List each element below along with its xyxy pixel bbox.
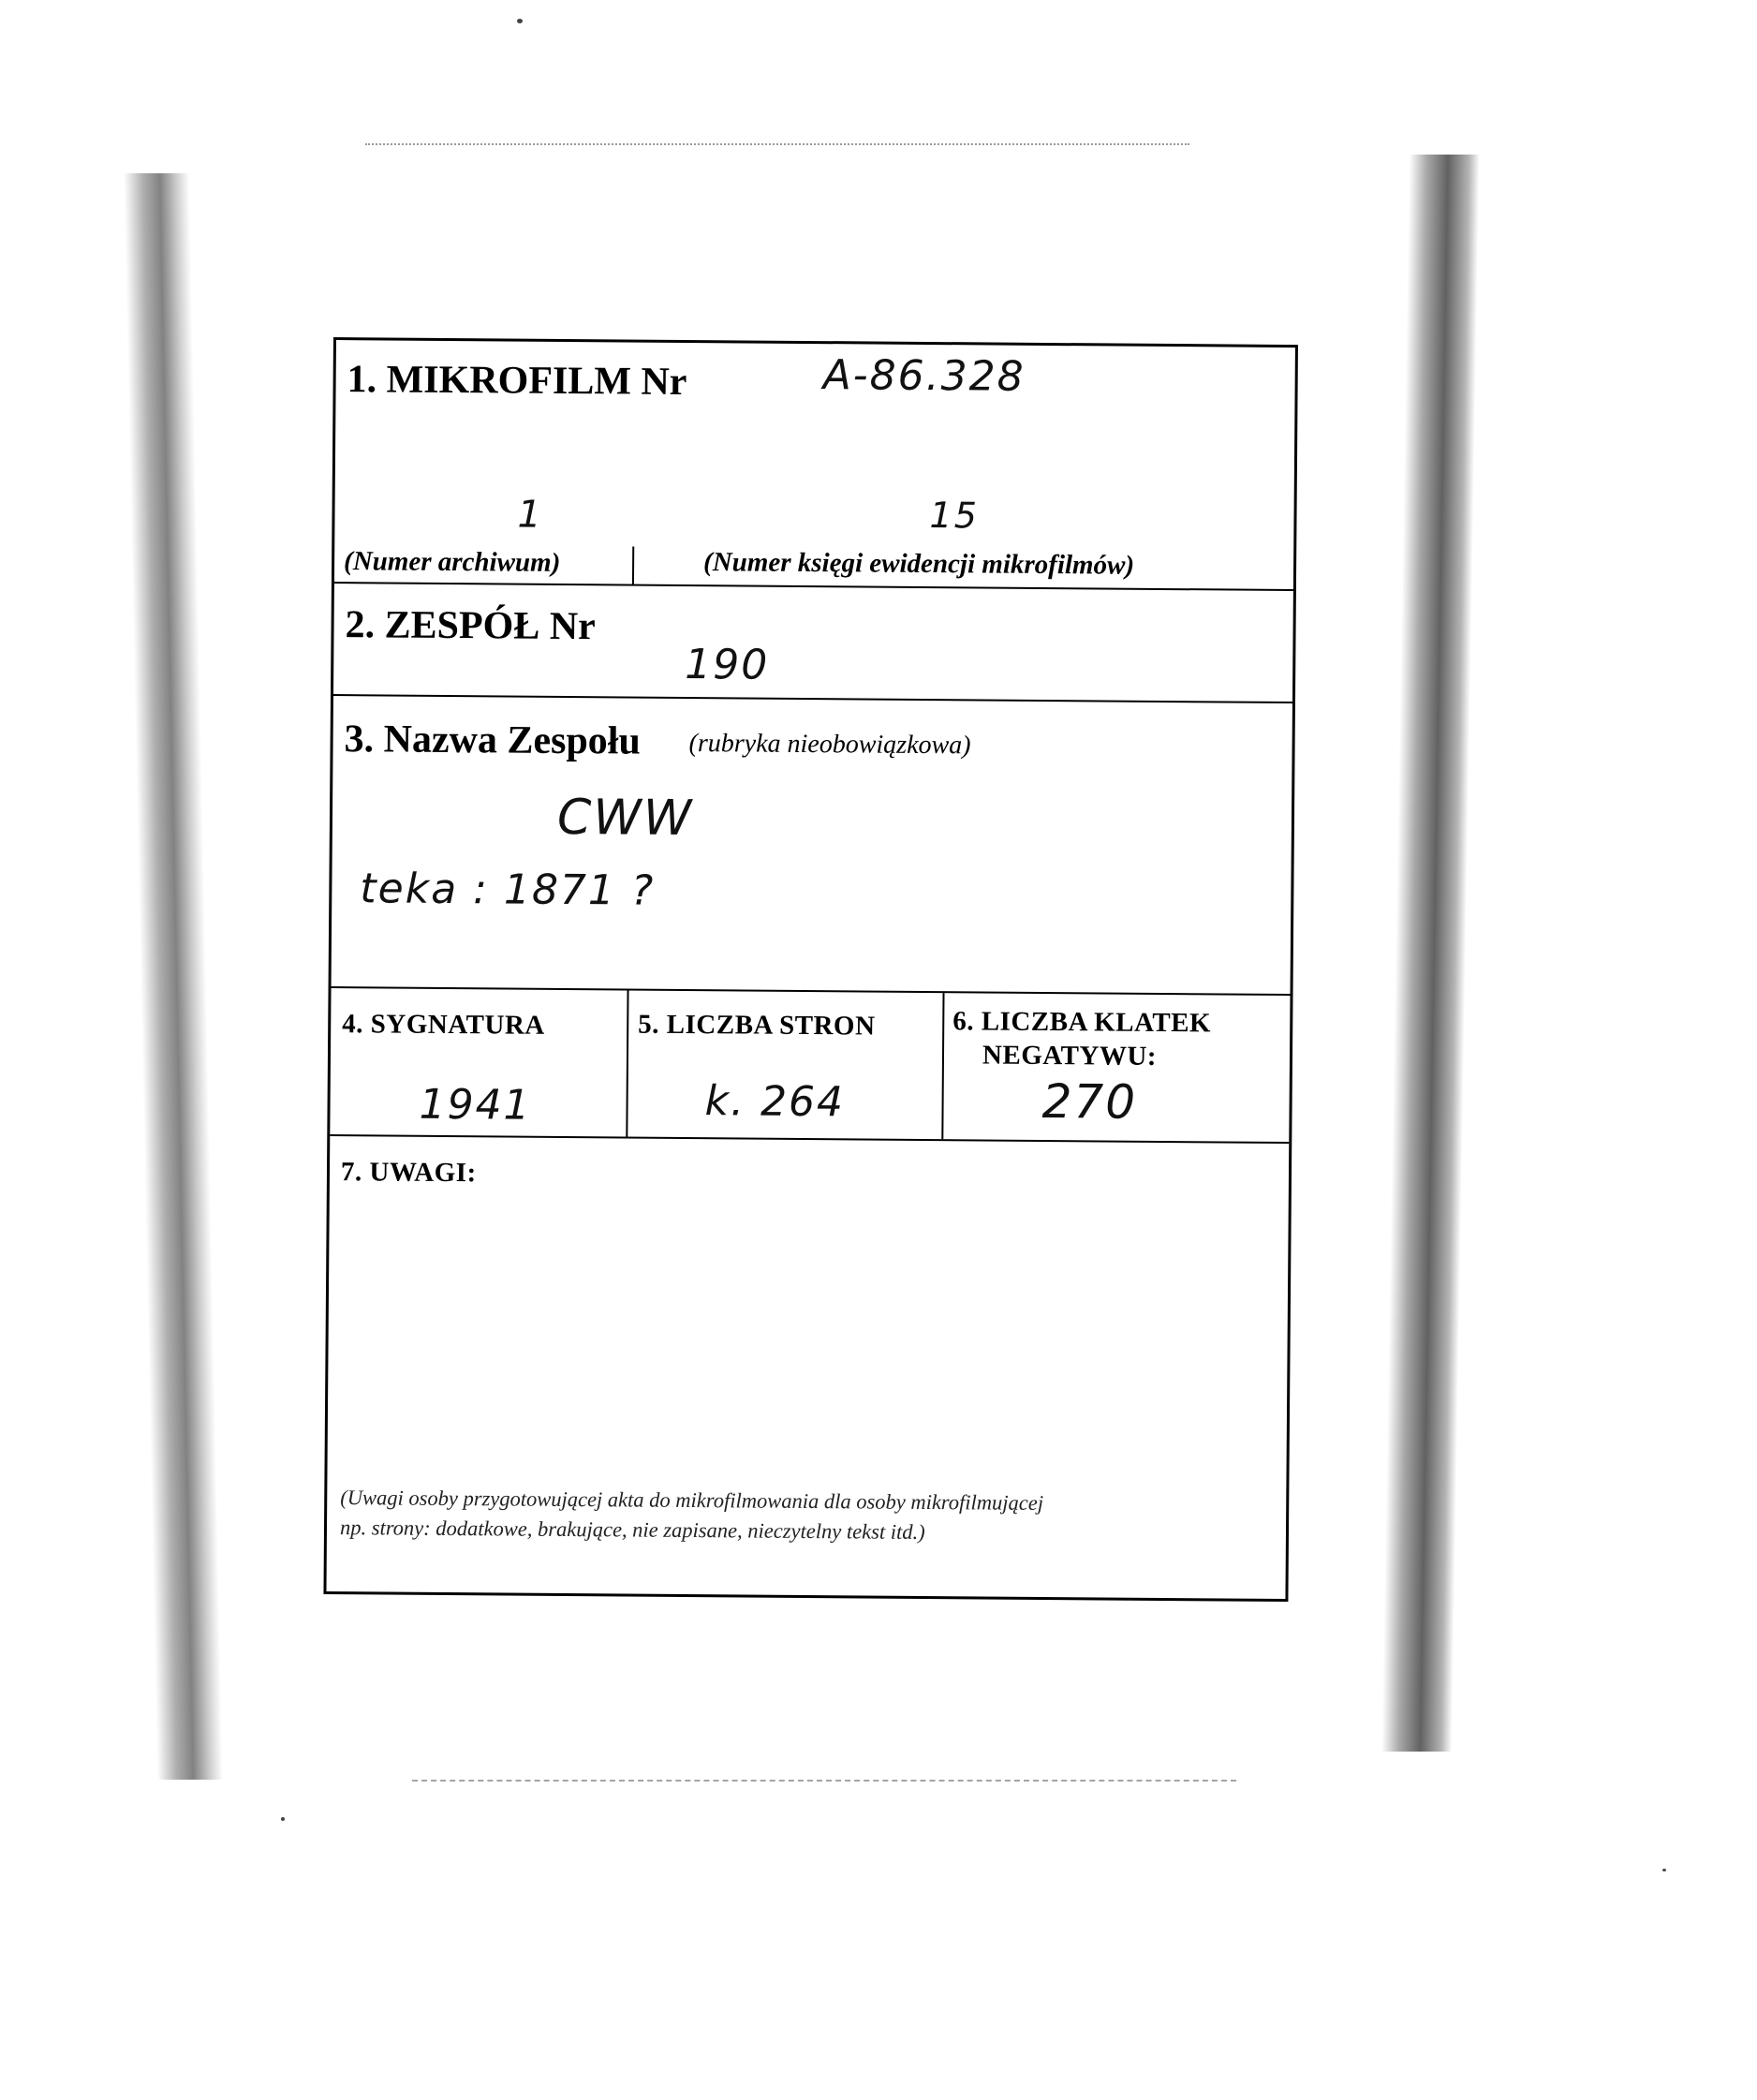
page-count-value[interactable]: k. 264: [704, 1077, 846, 1127]
signature-value[interactable]: 1941: [419, 1080, 532, 1130]
signature-label: 4. SYGNATURA: [342, 1009, 545, 1041]
caption-divider: [632, 547, 634, 586]
archive-number-caption: (Numer archiwum): [343, 546, 561, 578]
section-fonds-number: [333, 584, 1293, 703]
remarks-input-area[interactable]: [338, 1166, 1277, 1505]
fonds-number-value[interactable]: 190: [685, 640, 770, 689]
column-divider-1: [626, 990, 628, 1136]
frame-count-label-line2: NEGATYWU:: [982, 1040, 1158, 1072]
fonds-name-label: 3. Nazwa Zespołu: [344, 717, 642, 763]
scan-artifact-top: [365, 143, 1189, 145]
remarks-footnote-line1: (Uwagi osoby przygotowującej akta do mikrofilmowania dla osoby mikrofilmującej: [340, 1486, 1044, 1515]
section-remarks: [326, 1136, 1289, 1599]
fonds-name-optional-note: (rubryka nieobowiązkowa): [688, 728, 971, 761]
register-number-caption: (Numer księgi ewidencji mikrofilmów): [703, 547, 1135, 581]
fonds-name-value-line2[interactable]: teka : 1871 ?: [360, 865, 656, 915]
scan-speck: [1662, 1869, 1666, 1871]
remarks-label: 7. UWAGI:: [340, 1157, 477, 1189]
scan-speck: [281, 1817, 285, 1821]
section-microfilm-number: [334, 340, 1295, 591]
fonds-name-value-line1[interactable]: CWW: [556, 789, 694, 848]
microfilm-number-label: 1. MIKROFILM Nr: [347, 358, 687, 404]
register-number-value[interactable]: 15: [929, 495, 980, 537]
section-signature-pages-frames: [330, 988, 1290, 1144]
remarks-footnote-line2: np. strony: dodatkowe, brakujące, nie zapisane, nieczytelny tekst itd.): [339, 1516, 925, 1544]
frame-count-value[interactable]: 270: [1041, 1073, 1138, 1130]
scan-edge-shadow-left: [124, 173, 223, 1780]
fonds-number-label: 2. ZESPÓŁ Nr: [345, 603, 596, 649]
scan-edge-shadow-right: [1381, 155, 1480, 1752]
microfilm-number-value[interactable]: A-86.328: [822, 351, 1026, 401]
column-divider-2: [941, 993, 944, 1139]
section-fonds-name: [332, 696, 1292, 996]
microfilm-record-form: [323, 337, 1298, 1602]
page-count-label: 5. LICZBA STRON: [638, 1009, 876, 1042]
archive-number-value[interactable]: 1: [517, 493, 544, 537]
frame-count-label-line1: 6. LICZBA KLATEK: [952, 1006, 1212, 1039]
scan-speck: [517, 19, 523, 23]
scan-artifact-bottom: [412, 1780, 1236, 1782]
